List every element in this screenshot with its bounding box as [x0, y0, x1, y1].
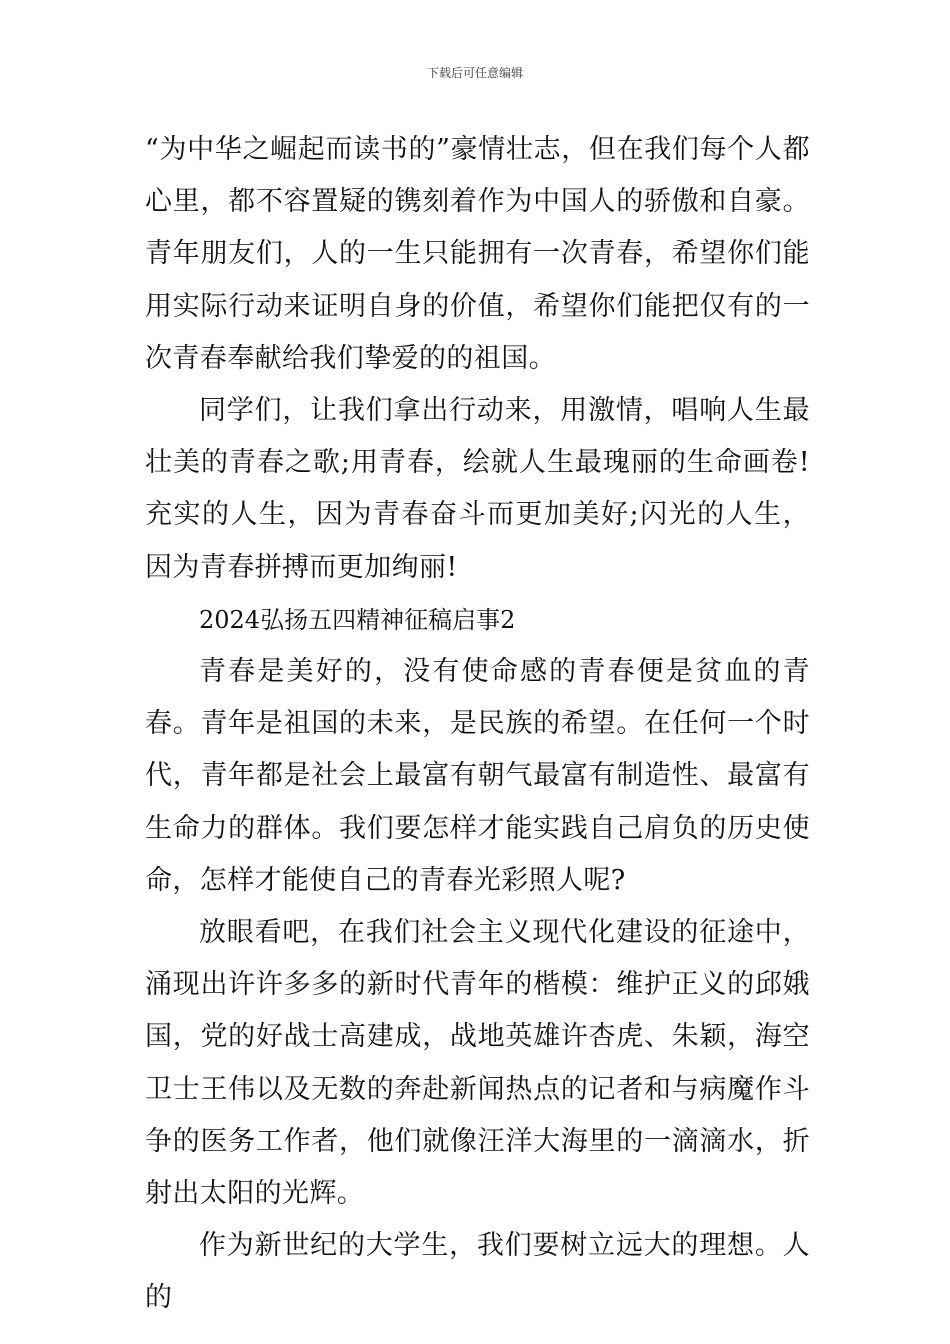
paragraph: 作为新世纪的大学生，我们要树立远大的理想。人的 [145, 1230, 810, 1314]
paragraph: 青春是美好的，没有使命感的青春便是贫血的青春。青年是祖国的未来，是民族的希望。在任何一个时代，青年都是社会上最富有朝气最富有制造性、最富有生命力的群体。我们要怎样才能实践自己肩负的历史使命，怎样才能使自己的青春光彩照人呢? [145, 656, 810, 896]
paragraph: 同学们，让我们拿出行动来，用激情，唱响人生最壮美的青春之歌;用青春，绘就人生最瑰丽的生命画卷!充实的人生，因为青春奋斗而更加美好;闪光的人生，因为青春拼搏而更加绚丽! [145, 395, 810, 583]
section-heading: 2024弘扬五四精神征稿启事2 [199, 605, 516, 634]
paragraph-continuation: “为中华之崛起而读书的”豪情壮志，但在我们每个人都心里，都不容置疑的镌刻着作为中国人的骄傲和自豪。青年朋友们，人的一生只能拥有一次青春，希望你们能用实际行动来证明自身的价值，希望你们能把仅有的一次青春奉献给我们挚爱的的祖国。 [145, 134, 810, 374]
page-header: 下载后可任意编辑 [426, 66, 523, 80]
document-body [145, 124, 810, 1325]
paragraph: 放眼看吧，在我们社会主义现代化建设的征途中，涌现出许许多多的新时代青年的楷模：维护正义的邱娥国，党的好战士高建成，战地英雄许杏虎、朱颖，海空卫士王伟以及无数的奔赴新闻热点的记者和与病魔作斗争的医务工作者，他们就像汪洋大海里的一滴滴水，折射出太阳的光辉。 [145, 917, 810, 1210]
